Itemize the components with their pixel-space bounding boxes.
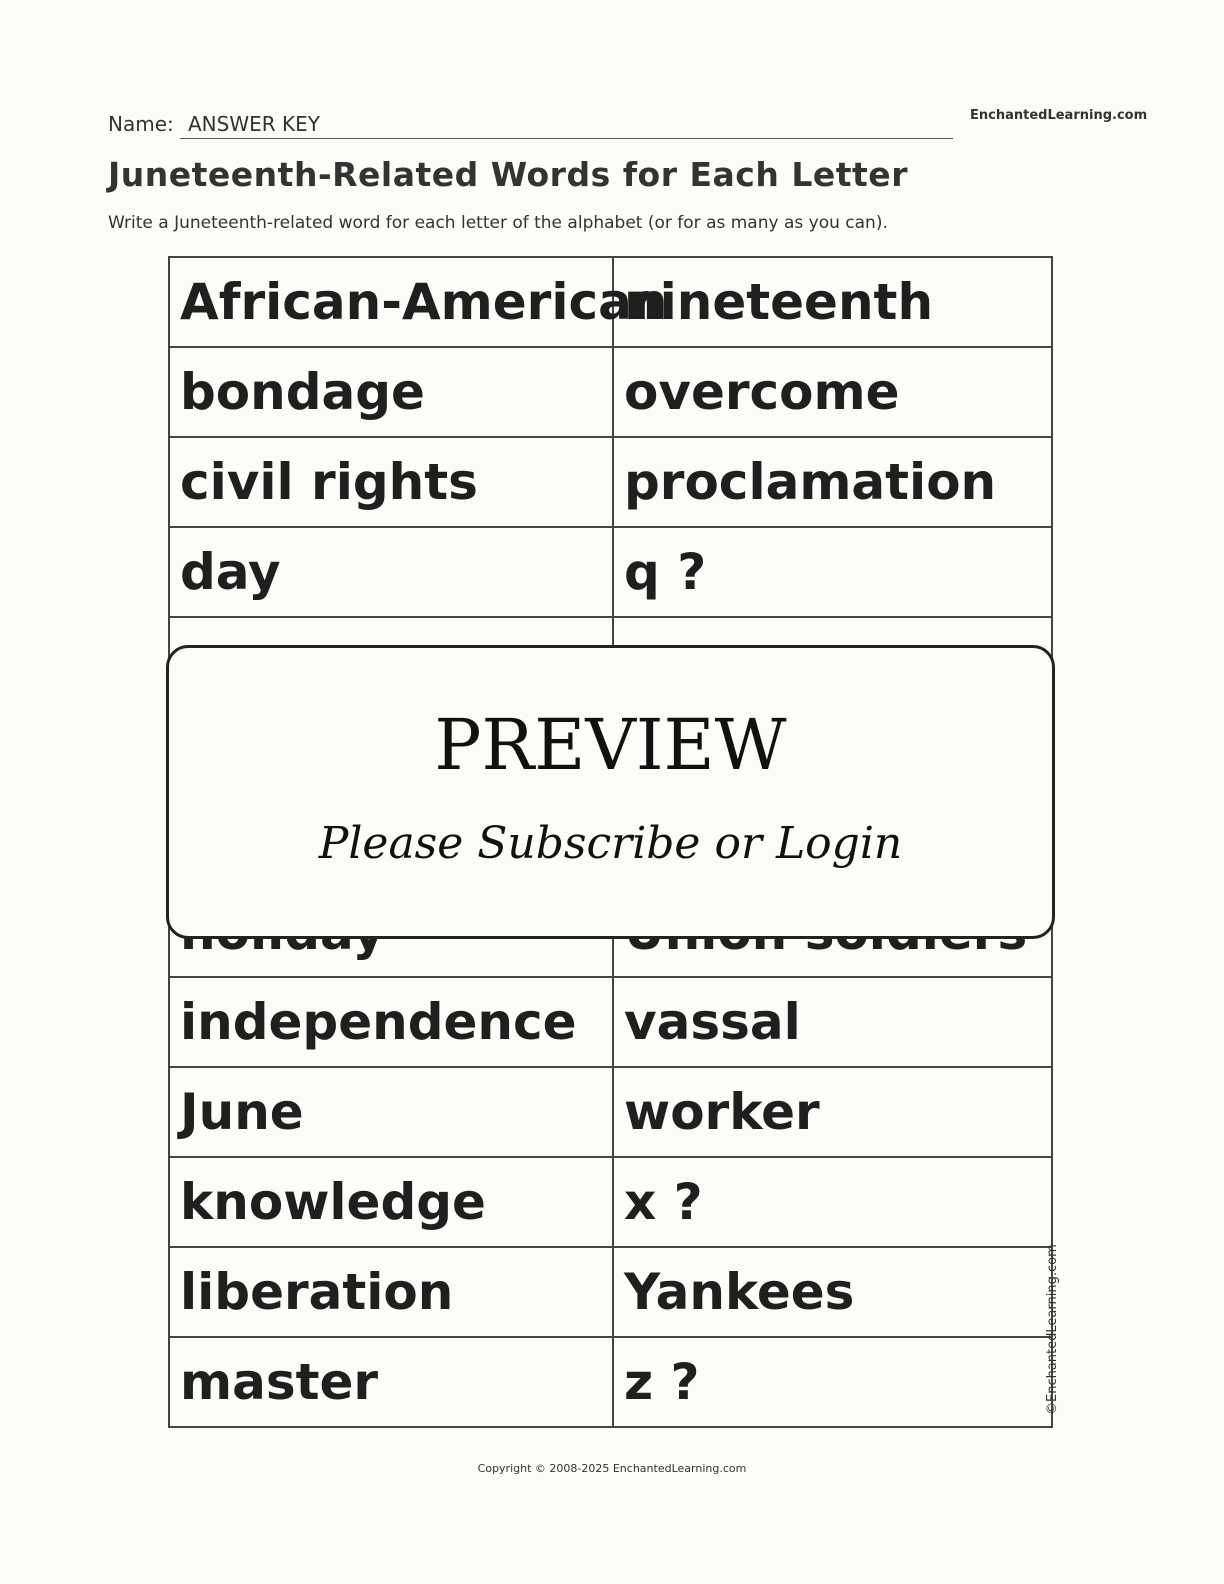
word-cell: African-American	[169, 257, 613, 347]
table-row	[169, 527, 1052, 617]
site-logo: EnchantedLearning.com	[970, 108, 1148, 123]
word-cell: vassal	[613, 977, 1052, 1067]
table-row	[169, 257, 1052, 347]
side-credit: ©EnchantedLearning.com	[1045, 1244, 1060, 1415]
word-cell: day	[169, 527, 613, 617]
name-field	[180, 110, 953, 139]
word-cell: master	[169, 1337, 613, 1427]
word-cell: q ?	[613, 527, 1052, 617]
word-cell: civil rights	[169, 437, 613, 527]
subscribe-login-link[interactable]: Please Subscribe or Login	[318, 818, 903, 869]
preview-title: PREVIEW	[434, 704, 787, 786]
table-row	[169, 437, 1052, 527]
name-value: ANSWER KEY	[188, 112, 320, 136]
name-row	[108, 110, 953, 140]
table-row	[169, 1157, 1052, 1247]
preview-overlay[interactable]	[166, 645, 1055, 939]
word-cell: z ?	[613, 1337, 1052, 1427]
word-cell: liberation	[169, 1247, 613, 1337]
instructions: Write a Juneteenth-related word for each letter of the alphabet (or for as many as you can).	[108, 213, 888, 233]
table-row	[169, 977, 1052, 1067]
page-title: Juneteenth-Related Words for Each Letter	[108, 155, 908, 194]
word-cell: June	[169, 1067, 613, 1157]
word-cell: overcome	[613, 347, 1052, 437]
table-row	[169, 1337, 1052, 1427]
word-cell: proclamation	[613, 437, 1052, 527]
word-cell: independence	[169, 977, 613, 1067]
word-cell: bondage	[169, 347, 613, 437]
table-row	[169, 1067, 1052, 1157]
table-row	[169, 347, 1052, 437]
word-cell: knowledge	[169, 1157, 613, 1247]
word-cell: worker	[613, 1067, 1052, 1157]
table-row	[169, 1247, 1052, 1337]
copyright: Copyright © 2008-2025 EnchantedLearning.com	[477, 1462, 747, 1475]
word-cell: x ?	[613, 1157, 1052, 1247]
word-cell: nineteenth	[613, 257, 1052, 347]
name-label: Name:	[108, 112, 174, 136]
word-cell: Yankees	[613, 1247, 1052, 1337]
